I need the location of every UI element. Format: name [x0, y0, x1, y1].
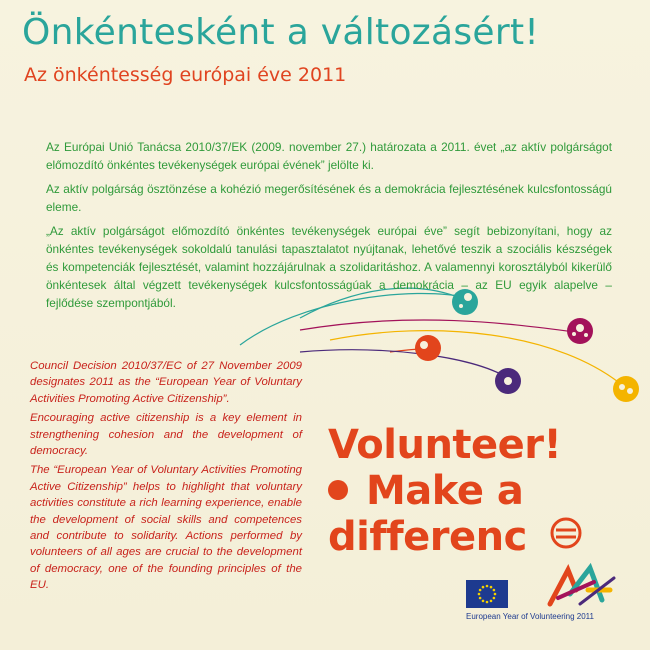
english-text-block	[30, 358, 302, 597]
eyv-2011-logo-icon	[540, 560, 620, 610]
hungarian-text-block	[46, 138, 612, 318]
orange-dot-icon	[328, 480, 348, 500]
yellow-dot-icon	[613, 376, 639, 402]
hungarian-paragraph: Az Európai Unió Tanácsa 2010/37/EK (2009. november 27.) határozata a 2011. évet „az aktív polgárságot előmozdító önkéntes tevékenységek európai évének” jelölte ki.	[46, 140, 612, 172]
logo-caption: European Year of Volunteering 2011	[466, 612, 594, 621]
hungarian-paragraph: Az aktív polgárság ösztönzése a kohézió megerősítésének és a demokrácia fejlesztésének kulcsfontosságú eleme.	[46, 182, 612, 214]
slogan-line: Make a	[366, 468, 524, 514]
page-subtitle: Az önkéntesség európai éve 2011	[24, 64, 347, 86]
english-paragraph: Council Decision 2010/37/EC of 27 November 2009 designates 2011 as the “European Year of Voluntary Activities Promoting Active Citizenship”.	[30, 360, 302, 405]
slogan	[328, 422, 561, 560]
magenta-dot-icon	[567, 318, 593, 344]
slogan-line-2	[328, 468, 561, 514]
slogan-line: differenc	[328, 514, 527, 560]
red-dot-icon	[415, 335, 441, 361]
purple-dot-icon	[495, 368, 521, 394]
slogan-line: Volunteer!	[328, 422, 562, 468]
eu-flag-icon	[466, 580, 508, 608]
page-title: Önkéntesként a változásért!	[22, 12, 540, 53]
english-paragraph: Encouraging active citizenship is a key element in strengthening cohesion and the development of democracy.	[30, 412, 302, 458]
english-paragraph: The “European Year of Voluntary Activities Promoting Active Citizenship” helps to highlight that voluntary activities constitute a rich learning experience, enable the development of social skills and competences and contribute to solidarity. Actions performed by volunteers of all ages are crucial to the development of democracy, one of the founding principles of the EU.	[30, 464, 302, 592]
hungarian-paragraph: „Az aktív polgárságot előmozdító önkéntes tevékenységek európai éve” segít bebizonyítani, hogy az önkéntes tevékenységek sokoldalú tanulási tapasztalatot nyújtanak, lehetővé teszik a szociális készségek és kompetenciák fejlesztését, valamint hozzájárulnak a szolidaritáshoz. A valamennyi korosztályból kikerülő önkéntesek által végzett tevékenységek kulcsfontosságúak a demokrácia – az EU egyik alapelve – fejlődése szempontjából.	[46, 224, 612, 310]
